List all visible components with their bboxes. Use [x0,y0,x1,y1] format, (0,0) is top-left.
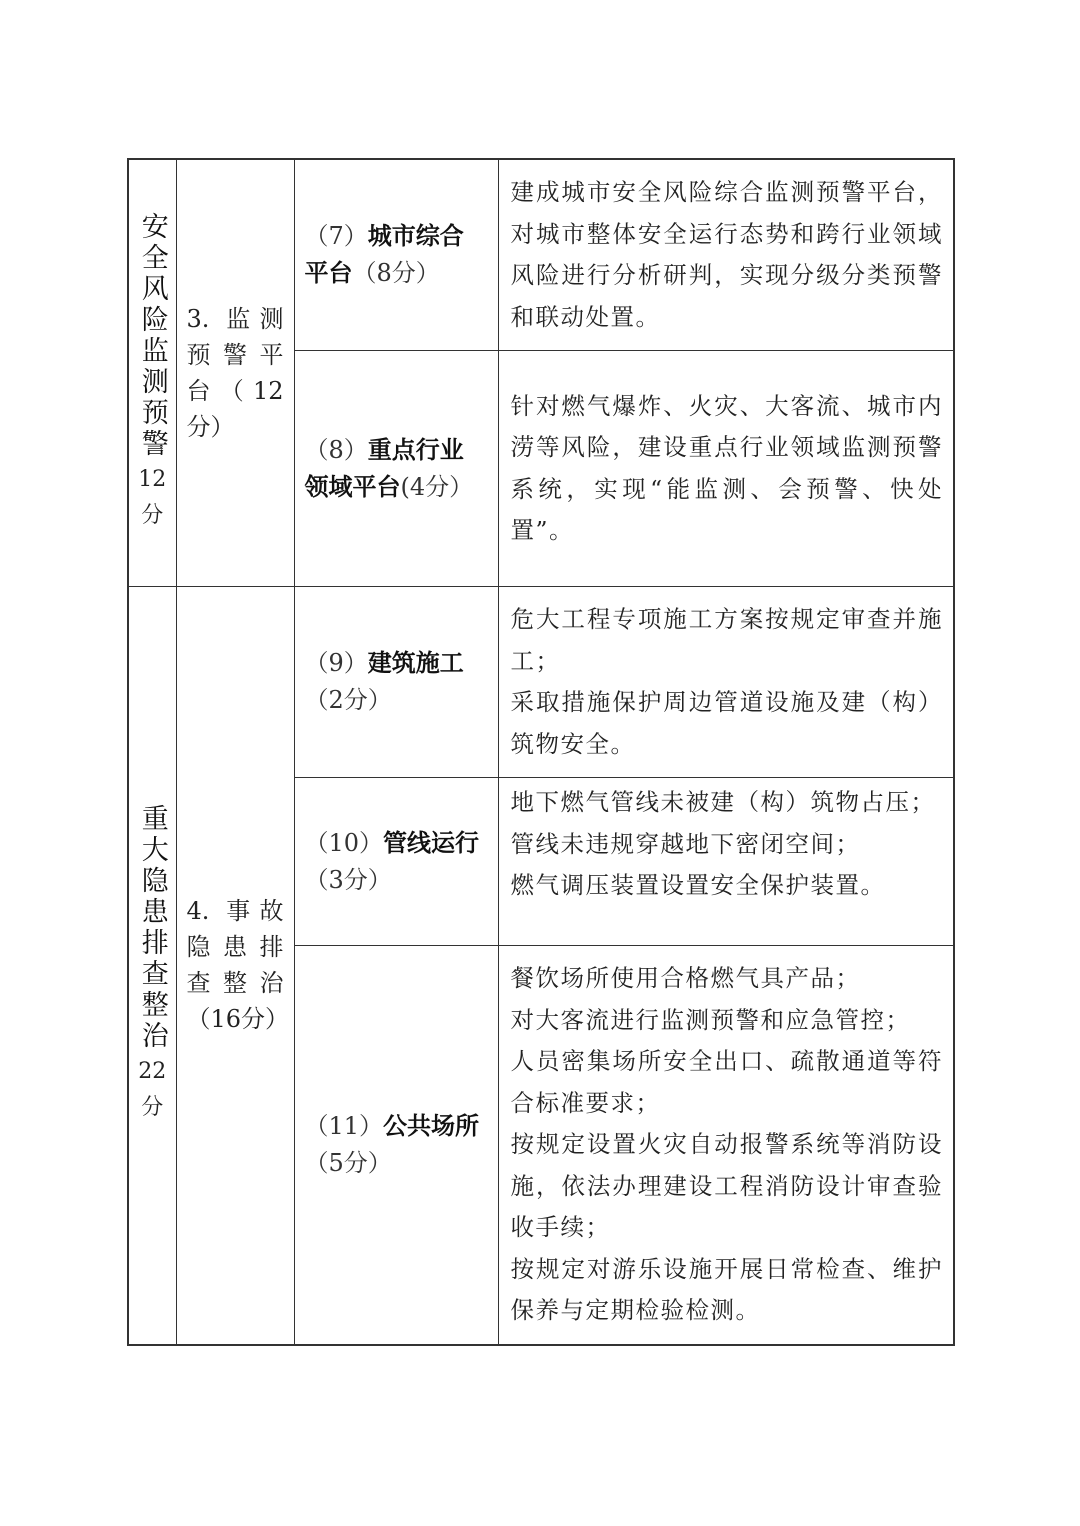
item-cell [294,587,498,778]
description-cell [498,778,954,946]
item-number: （9） [304,649,368,677]
item-label: 公共场所 [383,1111,480,1140]
item-number: （8） [304,435,368,464]
subcategory-cell [176,159,294,587]
description-cell [498,946,954,1345]
item-score: (4分） [400,472,474,501]
item-cell [294,946,498,1345]
description-line: 管线未违规穿越地下密闭空间； [510,829,861,858]
subcategory-line: 4. 事故 [186,897,284,926]
item-label: 重点行业领域平台 [304,435,464,501]
description-line: 地下燃气管线未被建（构）筑物占压； [510,788,936,816]
category-cell [128,159,176,587]
description-line: 按规定对游乐设施开展日常检查、维护保养与定期检验检测。 [510,1254,943,1324]
item-name [305,645,488,719]
description-line: 建成城市安全风险综合监测预警平台，对城市整体安全运行态势和跨行业领域风险进行分析研判，实现分级分类预警和联动处置。 [510,178,943,331]
subcategory-line: 台（12 [186,377,284,405]
category-title: 安全风险监测预警 [136,212,168,460]
subcategory-line: 预警平 [186,341,284,369]
subcategory-line: （16分） [186,1005,290,1034]
table-row [128,159,954,351]
item-score: （8分） [352,259,440,287]
item-score: （3分） [304,865,392,894]
item-label: 管线运行 [383,828,480,857]
assessment-table [127,158,955,1346]
description-cell [498,587,954,778]
item-name [305,825,488,899]
subcategory-line: 分） [186,413,235,441]
item-number: （7） [304,222,368,250]
item-cell [294,778,498,946]
description-line: 按规定设置火灾自动报警系统等消防设施，依法办理建设工程消防设计审查验收手续； [510,1130,943,1241]
item-score: （5分） [304,1148,392,1177]
description-cell [498,159,954,351]
category-cell [128,587,176,1345]
item-name [305,1108,488,1182]
description-line: 针对燃气爆炸、火灾、大客流、城市内涝等风险，建设重点行业领域监测预警系统，实现“能监测、会预警、快处置”。 [510,391,943,544]
item-cell [294,159,498,351]
item-cell [294,351,498,587]
category-title: 重大隐患排查整治 [136,804,168,1053]
item-number: （10） [304,828,384,857]
item-label: 建筑施工 [367,649,464,677]
item-name [305,218,488,292]
category-score: 22分 [138,1059,167,1121]
subcategory-line: 查整治 [186,969,284,998]
description-line: 餐饮场所使用合格燃气具产品； [510,964,861,992]
description-line: 危大工程专项施工方案按规定审查并施工； [510,605,943,675]
subcategory-line: 3. 监测 [186,305,284,333]
item-label: 城市综合平台 [304,222,464,287]
table-row [128,587,954,778]
description-line: 对大客流进行监测预警和应急管控； [510,1005,911,1034]
subcategory-line: 隐患排 [186,933,284,962]
item-name [305,432,488,506]
description-line: 人员密集场所安全出口、疏散通道等符合标准要求； [510,1047,943,1117]
category-score: 12分 [138,467,167,528]
description-cell [498,351,954,587]
item-score: （2分） [304,686,392,714]
item-number: （11） [304,1111,384,1140]
description-line: 采取措施保护周边管道设施及建（构）筑物安全。 [510,688,943,758]
subcategory-cell [176,587,294,1345]
description-line: 燃气调压装置设置安全保护装置。 [510,871,886,899]
